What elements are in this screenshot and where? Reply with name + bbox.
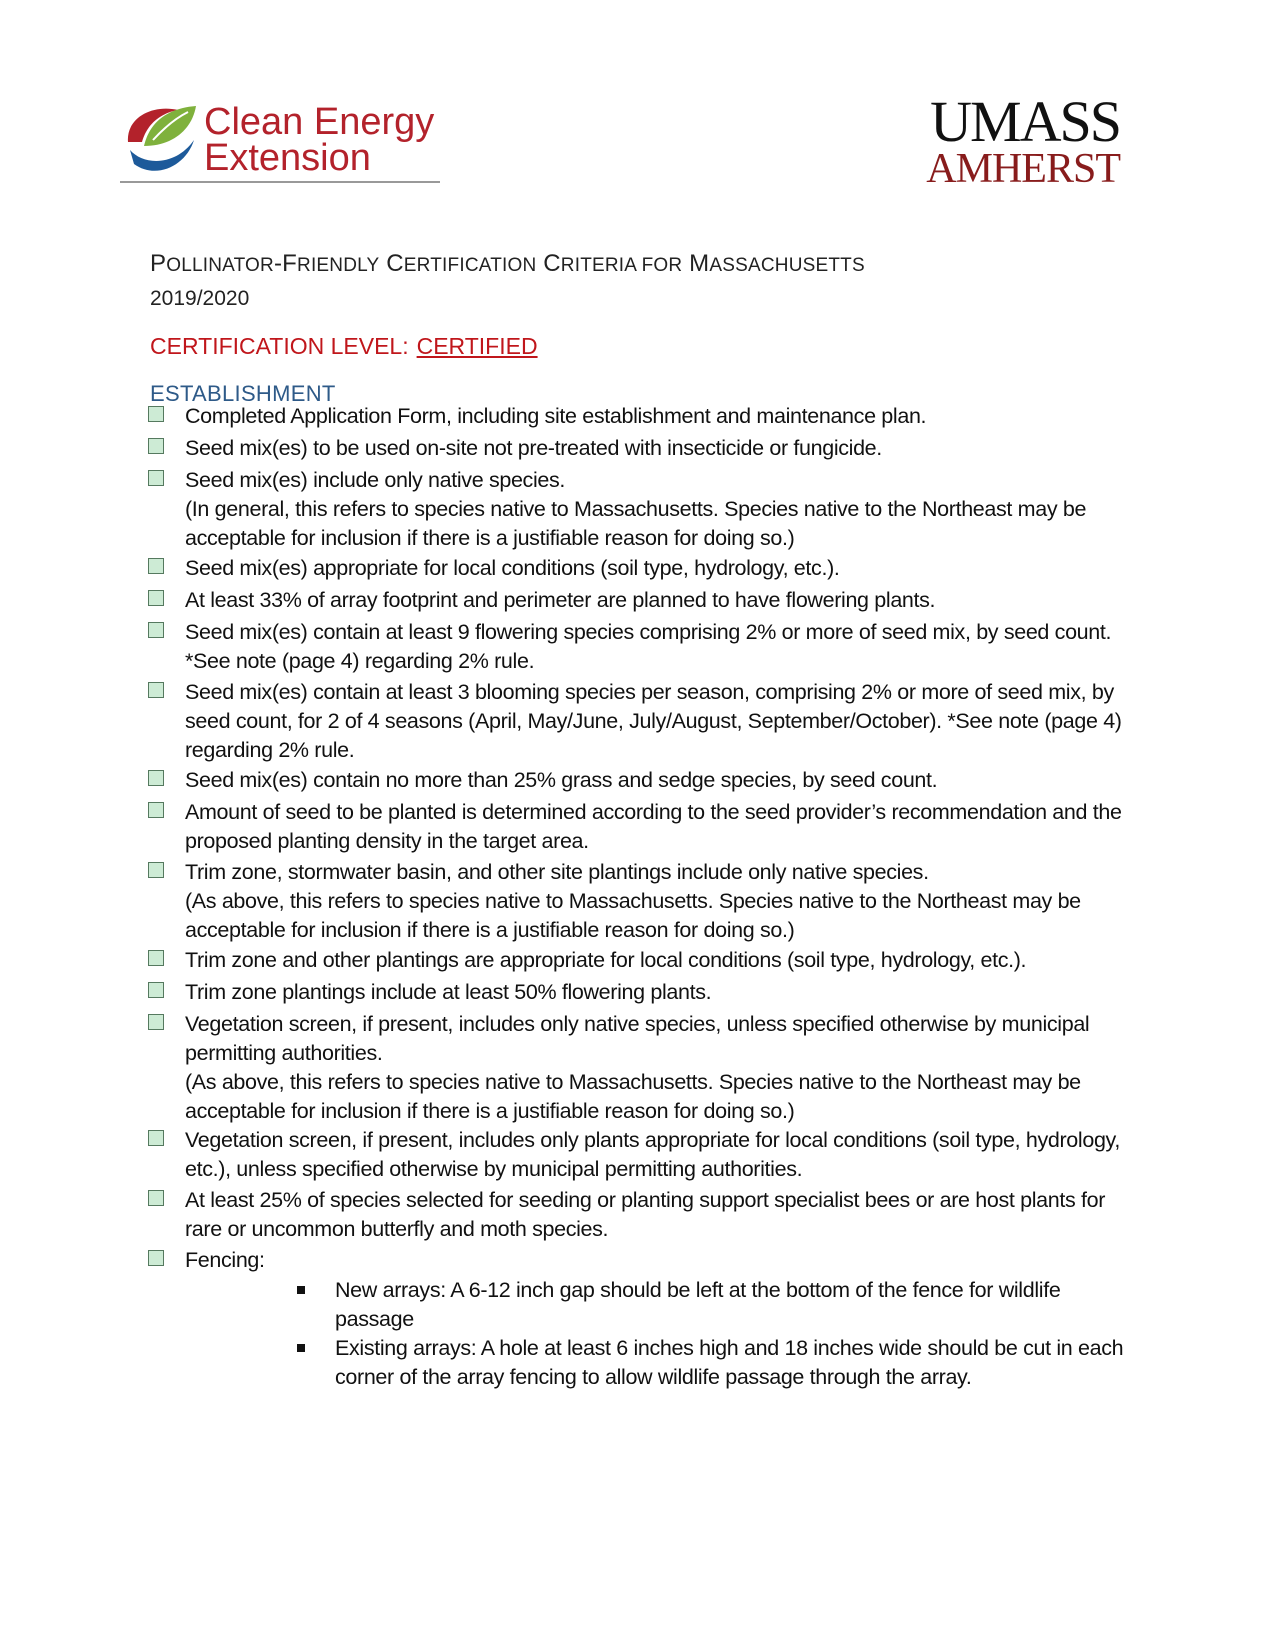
checklist-item bbox=[148, 1010, 1138, 1126]
logo-line-2: Extension bbox=[204, 137, 371, 179]
checklist-item bbox=[148, 554, 1138, 583]
checkbox[interactable] bbox=[148, 1250, 164, 1266]
title-part: ASSACHUSETTS bbox=[709, 255, 865, 276]
checklist-item bbox=[148, 978, 1138, 1007]
checklist-item bbox=[148, 586, 1138, 615]
fencing-text: New arrays: A 6-12 inch gap should be left at the bottom of the fence for wildlife passage bbox=[335, 1278, 1061, 1331]
item-text: Fencing: bbox=[185, 1248, 265, 1272]
amherst-wordmark: AMHERST bbox=[926, 146, 1120, 192]
checkbox[interactable] bbox=[148, 1014, 164, 1030]
checklist-item bbox=[148, 466, 1138, 553]
checklist-item bbox=[148, 1186, 1138, 1244]
section-heading: ESTABLISHMENT bbox=[150, 381, 336, 406]
certification-level bbox=[150, 333, 538, 360]
title-part: ERTIFICATION bbox=[403, 255, 537, 276]
title-part: -F bbox=[273, 250, 298, 277]
checklist-item bbox=[148, 1246, 1138, 1275]
certification-value: CERTIFIED bbox=[416, 333, 538, 359]
square-bullet-icon bbox=[297, 1286, 305, 1294]
item-text: Vegetation screen, if present, includes only plants appropriate for local conditions (soil type, hydrology, etc.), unless specified otherwise by municipal permitting authorities. bbox=[185, 1128, 1120, 1181]
item-text: Completed Application Form, including site establishment and maintenance plan. bbox=[185, 404, 927, 428]
checklist-item bbox=[148, 766, 1138, 795]
title-part: RITERIA FOR bbox=[560, 255, 683, 276]
checklist-item bbox=[148, 798, 1138, 856]
item-text: Seed mix(es) appropriate for local conditions (soil type, hydrology, etc.). bbox=[185, 556, 840, 580]
title-part: RIENDLY bbox=[297, 255, 380, 276]
item-text: Seed mix(es) contain no more than 25% grass and sedge species, by seed count. bbox=[185, 768, 938, 792]
item-text: Trim zone, stormwater basin, and other site plantings include only native species. bbox=[185, 860, 929, 884]
checklist-item bbox=[148, 858, 1138, 945]
title-part: M bbox=[682, 250, 710, 277]
fencing-bullet bbox=[297, 1334, 1127, 1392]
checkbox[interactable] bbox=[148, 406, 164, 422]
item-text: Seed mix(es) to be used on-site not pre-treated with insecticide or fungicide. bbox=[185, 436, 882, 460]
item-text: Seed mix(es) contain at least 3 blooming species per season, comprising 2% or more of seed mix, by seed count, for 2 of 4 seasons (April, May/June, July/August, September/October). *See note (page 4) regarding 2% rule. bbox=[185, 680, 1122, 762]
item-text: Amount of seed to be planted is determined according to the seed provider’s recommendation and the proposed planting density in the target area. bbox=[185, 800, 1122, 853]
document-title bbox=[150, 250, 865, 278]
checkbox[interactable] bbox=[148, 622, 164, 638]
item-text: Seed mix(es) include only native species. bbox=[185, 468, 566, 492]
checkbox[interactable] bbox=[148, 470, 164, 486]
clean-energy-extension-logo bbox=[120, 100, 460, 192]
title-part: OLLINATOR bbox=[166, 255, 274, 276]
checkbox[interactable] bbox=[148, 802, 164, 818]
item-text: At least 25% of species selected for seeding or planting support specialist bees or are host plants for rare or uncommon butterfly and moth species. bbox=[185, 1188, 1106, 1241]
checklist-item bbox=[148, 946, 1138, 975]
checkbox[interactable] bbox=[148, 438, 164, 454]
checkbox[interactable] bbox=[148, 862, 164, 878]
checkbox[interactable] bbox=[148, 770, 164, 786]
document-year: 2019/2020 bbox=[150, 287, 250, 310]
title-part: C bbox=[536, 250, 561, 277]
checkbox[interactable] bbox=[148, 682, 164, 698]
checkbox[interactable] bbox=[148, 590, 164, 606]
checkbox[interactable] bbox=[148, 950, 164, 966]
item-note: (As above, this refers to species native to Massachusetts. Species native to the Northeast may be acceptable for inclusion if there is a justifiable reason for doing so.) bbox=[185, 889, 1081, 942]
logo-line-1: Clean Energy bbox=[204, 101, 435, 143]
checklist-item bbox=[148, 618, 1138, 676]
checkbox[interactable] bbox=[148, 558, 164, 574]
item-text: Trim zone and other plantings are appropriate for local conditions (soil type, hydrology, etc.). bbox=[185, 948, 1027, 972]
title-part: P bbox=[150, 250, 167, 277]
checkbox[interactable] bbox=[148, 1190, 164, 1206]
leaf-swoosh-icon bbox=[120, 100, 460, 192]
umass-amherst-logo bbox=[905, 89, 1120, 192]
fencing-bullet bbox=[297, 1276, 1127, 1334]
checklist-item bbox=[148, 402, 1138, 431]
item-text: Seed mix(es) contain at least 9 flowering species comprising 2% or more of seed mix, by seed count. *See note (page 4) regarding 2% rule. bbox=[185, 620, 1112, 673]
checkbox[interactable] bbox=[148, 1130, 164, 1146]
item-note: (In general, this refers to species native to Massachusetts. Species native to the Northeast may be acceptable for inclusion if there is a justifiable reason for doing so.) bbox=[185, 497, 1087, 550]
fencing-text: Existing arrays: A hole at least 6 inches high and 18 inches wide should be cut in each corner of the array fencing to allow wildlife passage through the array. bbox=[335, 1336, 1124, 1389]
square-bullet-icon bbox=[297, 1344, 305, 1352]
item-note: (As above, this refers to species native to Massachusetts. Species native to the Northeast may be acceptable for inclusion if there is a justifiable reason for doing so.) bbox=[185, 1070, 1081, 1123]
title-part: C bbox=[379, 250, 404, 277]
item-text: Trim zone plantings include at least 50% flowering plants. bbox=[185, 980, 712, 1004]
checklist-item bbox=[148, 678, 1138, 765]
item-text: Vegetation screen, if present, includes only native species, unless specified otherwise by municipal permitting authorities. bbox=[185, 1012, 1090, 1065]
umass-wordmark: UMASS bbox=[930, 89, 1120, 154]
checklist-item bbox=[148, 434, 1138, 463]
checklist-item bbox=[148, 1126, 1138, 1184]
checkbox[interactable] bbox=[148, 982, 164, 998]
certification-label: CERTIFICATION LEVEL: bbox=[150, 333, 409, 359]
item-text: At least 33% of array footprint and perimeter are planned to have flowering plants. bbox=[185, 588, 936, 612]
